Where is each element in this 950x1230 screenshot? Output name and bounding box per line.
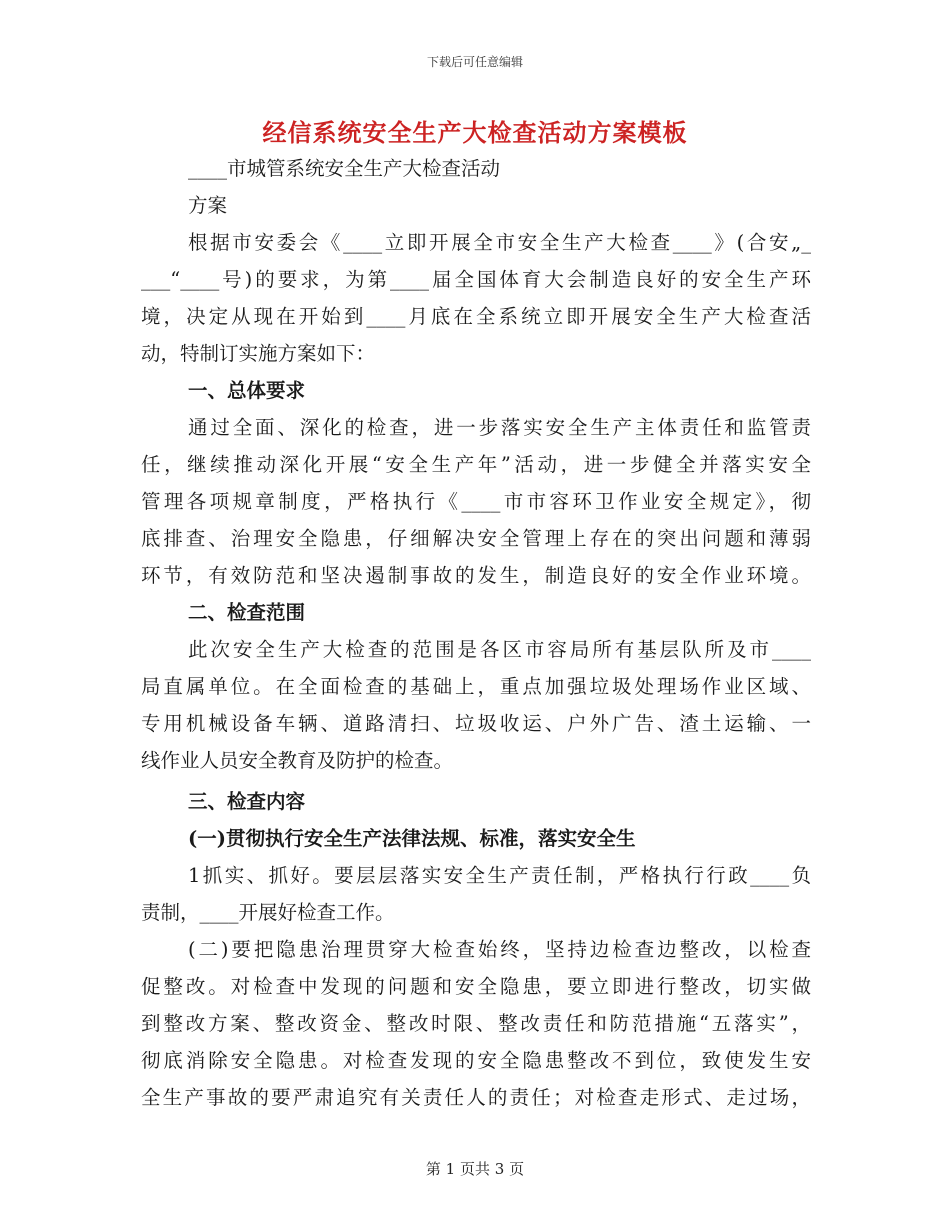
subsection-heading: (一)贯彻执行安全生产法律法规、标准，落实安全生 bbox=[188, 827, 636, 850]
text-line: 境，决定从现在开始到____月底在全系统立即开展安全生产大检查活 bbox=[141, 305, 811, 328]
text-line: 管理各项规章制度，严格执行《____市市容环卫作业安全规定》，彻 bbox=[141, 490, 811, 513]
text-line: 线作业人员安全教育及防护的检查。 bbox=[141, 749, 454, 772]
page-footer: 第 1 页共 3 页 bbox=[425, 1160, 525, 1178]
text-line: ____市城管系统安全生产大检查活动 bbox=[188, 157, 501, 180]
text-line: 专用机械设备车辆、道路清扫、垃圾收运、户外广告、渣土运输、一 bbox=[141, 712, 811, 735]
text-line: 1抓实、抓好。要层层落实安全生产责任制，严格执行行政____负 bbox=[188, 864, 811, 887]
text-line: 彻底消除安全隐患。对检查发现的安全隐患整改不到位，致使发生安 bbox=[141, 1049, 811, 1072]
text-line: 到整改方案、整改资金、整改时限、整改责任和防范措施“五落实”， bbox=[141, 1012, 811, 1035]
text-line: (二)要把隐患治理贯穿大检查始终，坚持边检查边整改，以检查 bbox=[188, 938, 811, 961]
section-heading: 二、检查范围 bbox=[188, 601, 306, 624]
document-body bbox=[141, 150, 811, 1116]
text-line: 方案 bbox=[188, 194, 228, 217]
text-line: 全生产事故的要严肃追究有关责任人的责任；对检查走形式、走过场， bbox=[141, 1086, 811, 1109]
text-line: 此次安全生产大检查的范围是各区市容局所有基层队所及市____ bbox=[188, 638, 811, 661]
section-heading: 一、总体要求 bbox=[188, 379, 306, 402]
text-line: 任，继续推动深化开展“安全生产年”活动，进一步健全并落实安全 bbox=[141, 453, 811, 476]
text-line: 动，特制订实施方案如下： bbox=[141, 342, 376, 365]
text-line: 底排查、治理安全隐患，仔细解决安全管理上存在的突出问题和薄弱 bbox=[141, 527, 811, 550]
text-line: 促整改。对检查中发现的问题和安全隐患，要立即进行整改，切实做 bbox=[141, 975, 811, 998]
text-line: 局直属单位。在全面检查的基础上，重点加强垃圾处理场作业区域、 bbox=[141, 675, 811, 698]
section-heading: 三、检查内容 bbox=[188, 790, 306, 813]
header-note: 下载后可任意编辑 bbox=[426, 55, 523, 69]
text-line: ___“____号)的要求，为第____届全国体育大会制造良好的安全生产环 bbox=[141, 268, 811, 291]
text-line: 环节，有效防范和坚决遏制事故的发生，制造良好的安全作业环境。 bbox=[141, 564, 811, 587]
text-line: 通过全面、深化的检查，进一步落实安全生产主体责任和监管责 bbox=[188, 416, 811, 439]
text-line: 责制，____开展好检查工作。 bbox=[141, 901, 395, 924]
document-title: 经信系统安全生产大检查活动方案模板 bbox=[262, 118, 688, 147]
text-line: 根据市安委会《____立即开展全市安全生产大检查____》(合安„_ bbox=[188, 231, 811, 254]
